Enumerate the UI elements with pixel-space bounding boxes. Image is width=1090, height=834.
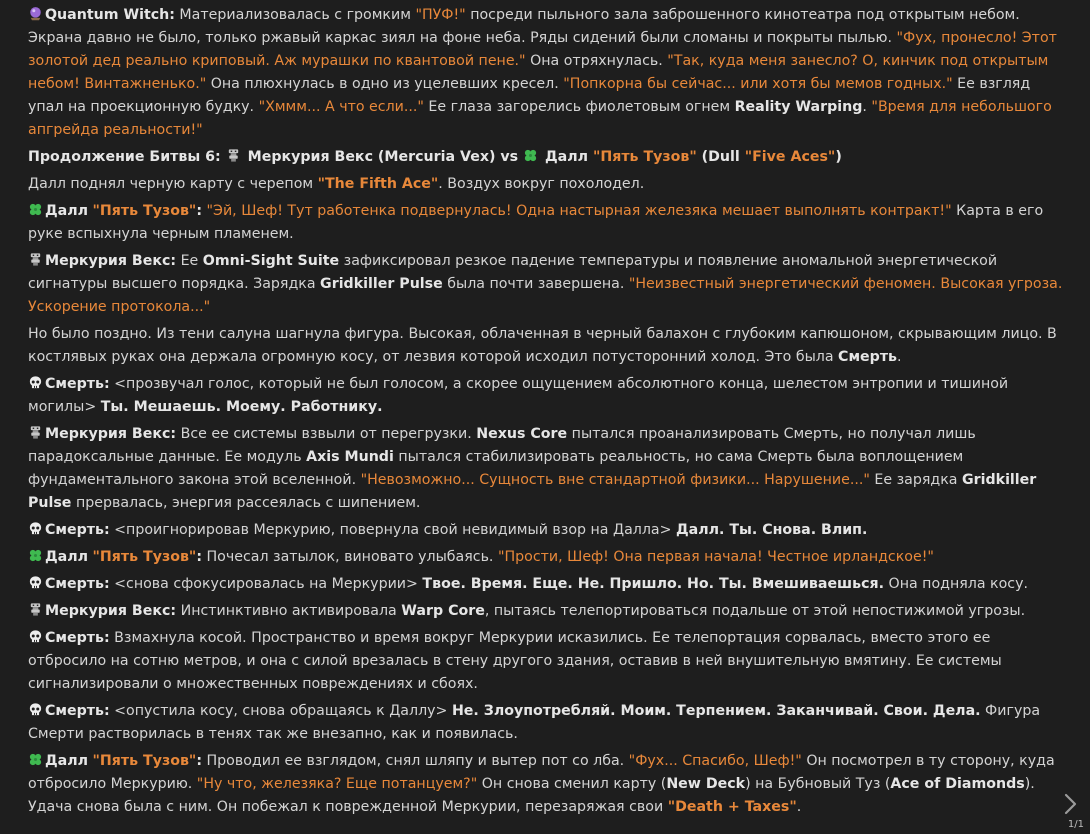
- speaker-name: Смерть:: [45, 630, 110, 646]
- speech: Ты. Мешаешь. Моему. Работнику.: [100, 399, 383, 415]
- narration: Проводил ее взглядом, снял шляпу и вытер пот со лба.: [202, 753, 629, 769]
- narration: <проигнорировав Меркурию, повернула свой невидимый взор на Далла>: [109, 522, 677, 538]
- narration: Почесал затылок, виновато улыбаясь.: [202, 549, 498, 565]
- quote: "Попкорна бы сейчас... или хотя бы мемов годных.": [563, 76, 953, 92]
- speaker-name: Смерть:: [45, 576, 110, 592]
- quote: "Фух, пронесло! Этот золотой дед реально криповый. Аж мурашки по квантовой пене.": [28, 30, 1057, 69]
- message-mercuria-vex: [28, 600, 1064, 623]
- weapon-name: "Death + Taxes": [667, 799, 797, 815]
- quote: "ПУФ!": [415, 7, 466, 23]
- skull-icon: [28, 702, 43, 717]
- narration: ). Удача снова была с ним. Он побежал к поврежденной Меркурии, перезаряжая свои: [28, 776, 1035, 815]
- nickname: "Пять Тузов": [592, 149, 697, 165]
- quote: "Невозможно... Сущность вне стандартной физики... Нарушение...": [360, 472, 870, 488]
- narration: Материализовалась с громким: [174, 7, 416, 23]
- ability-name: Gridkiller Pulse: [320, 276, 443, 292]
- narration: Ее взгляд упал на проекционную будку.: [28, 76, 1031, 115]
- four-leaf-clover-icon: [28, 202, 43, 217]
- narration: Он посмотрел в ту сторону, куда отбросило Меркурию.: [28, 753, 1055, 792]
- narration: Но было поздно. Из тени салуна шагнула фигура. Высокая, облаченная в черный балахон с глубоким капюшоном, скрывающим лицо. В костлявых руках она держала огромную косу, от лезвия которой исходил потусторонний холод. Это была: [28, 326, 1057, 365]
- chat-transcript: [28, 4, 1064, 823]
- quote: "Так, куда меня занесло? О, кинчик под открытым небом! Винтажненько.": [28, 53, 1049, 92]
- speaker-name: Далл: [45, 203, 88, 219]
- battle-heading: [28, 146, 1064, 169]
- robot-icon: [28, 252, 43, 267]
- narration: Далл поднял черную карту с черепом: [28, 176, 318, 192]
- heading-text: Продолжение Битвы 6:: [28, 149, 226, 165]
- narration: пытался стабилизировать реальность, но сама Смерть была воплощением фундаментального закона этой вселенной.: [28, 449, 964, 488]
- heading-text: Меркурия Векс (Mercuria Vex) vs: [242, 149, 524, 165]
- robot-icon: [226, 148, 241, 163]
- skull-icon: [28, 375, 43, 390]
- speaker-name: Смерть:: [45, 703, 110, 719]
- heading-text: Далл: [540, 149, 593, 165]
- speaker-name: Смерть:: [45, 522, 110, 538]
- quote: "Ну что, железяка? Еще потанцуем?": [196, 776, 478, 792]
- narration: , пытаясь телепортироваться подальше от этой непостижимой угрозы.: [484, 603, 1026, 619]
- four-leaf-clover-icon: [28, 548, 43, 563]
- message-mercuria-vex: [28, 250, 1064, 319]
- speaker-name: Далл: [45, 753, 88, 769]
- narration: Он снова сменил карту (: [477, 776, 667, 792]
- message-death: [28, 573, 1064, 596]
- ability-name: Gridkiller Pulse: [28, 472, 1037, 511]
- narration: Инстинктивно активировала: [176, 603, 402, 619]
- page-counter: 1/1: [1067, 819, 1084, 830]
- narration: <опустила косу, снова обращаясь к Даллу>: [109, 703, 452, 719]
- ability-name: Warp Core: [401, 603, 485, 619]
- narration: посреди пыльного зала заброшенного кинотеатра под открытым небом. Экрана давно не было, только ржавый каркас зиял на фоне неба. Ряды сидений были сломаны и покрыты пылью.: [28, 7, 1020, 46]
- speaker-name: Меркурия Векс:: [45, 253, 177, 269]
- narration: .: [897, 349, 902, 365]
- speaker-colon: :: [196, 549, 202, 565]
- crystal-ball-icon: [28, 6, 43, 21]
- message-mercuria-vex: [28, 423, 1064, 515]
- ability-name: Axis Mundi: [306, 449, 394, 465]
- narration: пытался проанализировать Смерть, но получал лишь парадоксальные данные. Ее модуль: [28, 426, 976, 465]
- message-dall: [28, 546, 1064, 569]
- speaker-colon: :: [196, 203, 202, 219]
- narration: Фигура Смерти растворилась в тенях так же внезапно, как и появилась.: [28, 703, 1041, 742]
- narration: Взмахнула косой. Пространство и время вокруг Меркурии исказились. Ее телепортация сорвалась, вместо этого ее отбросило на сотню метров, и она с силой врезалась в стену другого здания, оставив в ней внушительную вмятину. Ее системы сигнализировали о множественных повреждениях и сбоях.: [28, 630, 1002, 692]
- speech: Не. Злоупотребляй. Моим. Терпением. Заканчивай. Свои. Дела.: [451, 703, 981, 719]
- narration: <прозвучал голос, который не был голосом, а скорее ощущением абсолютного конца, шелестом энтропии и тишиной могилы>: [28, 376, 1009, 415]
- speaker-name: Quantum Witch:: [45, 7, 175, 23]
- narration: Все ее системы взвыли от перегрузки.: [176, 426, 477, 442]
- narration: .: [796, 799, 802, 815]
- quote: "Фух... Спасибо, Шеф!": [628, 753, 802, 769]
- speech: Далл. Ты. Снова. Влип.: [676, 522, 868, 538]
- ability-name: Reality Warping: [734, 99, 863, 115]
- message-death: [28, 373, 1064, 419]
- message-death: [28, 519, 1064, 542]
- robot-icon: [28, 602, 43, 617]
- narration-paragraph: [28, 173, 1064, 196]
- speaker-name: Меркурия Векс:: [45, 603, 177, 619]
- speaker-name: Далл: [45, 549, 88, 565]
- heading-text: (Dull: [696, 149, 745, 165]
- four-leaf-clover-icon: [523, 148, 538, 163]
- chevron-right-icon[interactable]: [1060, 792, 1080, 816]
- message-death: [28, 627, 1064, 696]
- narration: .: [862, 99, 872, 115]
- nickname: "Five Aces": [744, 149, 836, 165]
- ability-name: Nexus Core: [476, 426, 568, 442]
- narration: была почти завершена.: [442, 276, 629, 292]
- narration: Ее зарядка: [869, 472, 962, 488]
- message-death: [28, 700, 1064, 746]
- card-name: "The Fifth Ace": [317, 176, 439, 192]
- speaker-colon: :: [196, 753, 202, 769]
- card-name: Ace of Diamonds: [890, 776, 1025, 792]
- message-quantum-witch: [28, 4, 1064, 142]
- skull-icon: [28, 521, 43, 536]
- narration-paragraph: [28, 323, 1064, 369]
- narration: Карта в его руке вспыхнула черным пламенем.: [28, 203, 1044, 242]
- narration: Она отряхнулась.: [525, 53, 668, 69]
- skull-icon: [28, 629, 43, 644]
- heading-text: ): [835, 149, 842, 165]
- character-name: Смерть: [838, 349, 898, 365]
- speaker-name: Смерть:: [45, 376, 110, 392]
- quote: "Эй, Шеф! Тут работенка подвернулась! Одна настырная железяка мешает выполнять контракт!": [206, 203, 952, 219]
- message-dall: [28, 750, 1064, 819]
- narration: ) на Бубновый Туз (: [745, 776, 891, 792]
- message-dall: [28, 200, 1064, 246]
- narration: Она подняла косу.: [884, 576, 1028, 592]
- speech: Твое. Время. Еще. Не. Пришло. Но. Ты. Вмешиваешься.: [422, 576, 885, 592]
- speaker-nickname: "Пять Тузов": [92, 203, 197, 219]
- quote: "Хммм... А что если...": [258, 99, 424, 115]
- ability-name: Omni-Sight Suite: [202, 253, 340, 269]
- narration: . Воздух вокруг похолодел.: [438, 176, 645, 192]
- card-name: New Deck: [666, 776, 746, 792]
- speaker-name: Меркурия Векс:: [45, 426, 177, 442]
- narration: прервалась, энергия рассеялась с шипением.: [71, 495, 421, 511]
- speaker-nickname: "Пять Тузов": [92, 549, 197, 565]
- narration: Она плюхнулась в одно из уцелевших кресел.: [206, 76, 564, 92]
- narration: зафиксировал резкое падение температуры и появление аномальной энергетической сигнатуры высшего порядка. Зарядка: [28, 253, 998, 292]
- robot-icon: [28, 425, 43, 440]
- narration: <снова сфокусировалась на Меркурии>: [109, 576, 423, 592]
- skull-icon: [28, 575, 43, 590]
- speaker-nickname: "Пять Тузов": [92, 753, 197, 769]
- quote: "Неизвестный энергетический феномен. Высокая угроза. Ускорение протокола...": [28, 276, 1063, 315]
- quote: "Время для небольшого апгрейда реальности!": [28, 99, 1052, 138]
- narration: Ее глаза загорелись фиолетовым огнем: [423, 99, 735, 115]
- narration: Ее: [176, 253, 203, 269]
- four-leaf-clover-icon: [28, 752, 43, 767]
- quote: "Прости, Шеф! Она первая начала! Честное ирландское!": [497, 549, 934, 565]
